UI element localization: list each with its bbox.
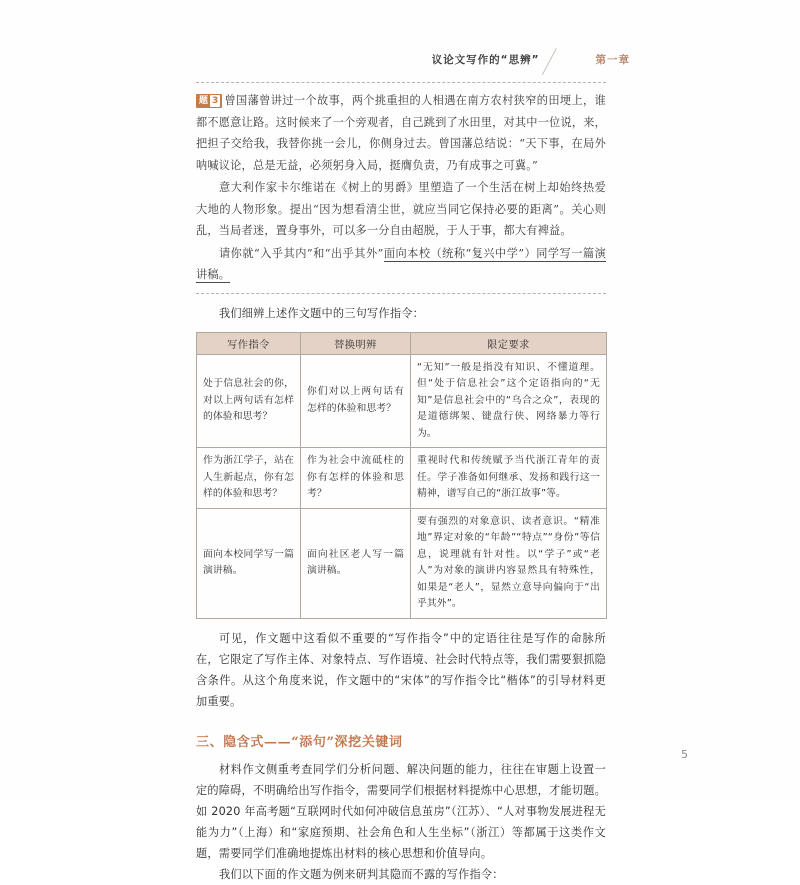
table-row [197, 448, 607, 509]
quote-paragraph-1 [196, 90, 606, 176]
cell-instruction: 作为浙江学子，站在人生新起点，你有怎样的体验和思考？ [197, 448, 301, 509]
prompt-quote-box [196, 82, 606, 294]
content-column [196, 82, 606, 885]
cell-substitution: 面向社区老人写一篇演讲稿。 [301, 508, 411, 618]
running-header-chapter: 第一章 [595, 53, 630, 66]
cell-requirement: 重视时代和传统赋予当代浙江青年的责任。学子准备如何继承、发扬和践行这一精神，谱写自己的“浙江故事”等。 [411, 448, 607, 509]
table-row [197, 354, 607, 448]
quote-paragraph-3-underlined: 面向本校（统称“复兴中学”）同学写一篇演讲稿。 [196, 246, 606, 281]
table-row [197, 508, 607, 618]
quote-paragraph-1-text: 曾国藩曾讲过一个故事，两个挑重担的人相遇在南方农村狭窄的田埂上，谁都不愿意让路。这时候来了一个旁观者，自己跳到了水田里，对其中一位说，来，把担子交给我，我替你挑一会儿，你侧身过去。曾国藩总结说：“天下事，在局外呐喊议论，总是无益，必须躬身入局，挺膺负责，乃有成事之可冀。” [196, 94, 606, 172]
cell-substitution: 作为社会中流砥柱的你有怎样的体验和思考？ [301, 448, 411, 509]
running-header-title: 议论文写作的“思辨” [431, 53, 540, 66]
table-header-instruction: 写作指令 [197, 332, 301, 354]
cell-substitution: 你们对以上两句话有怎样的体验和思考？ [301, 354, 411, 448]
section-paragraph-1: 材料作文侧重考查同学们分析问题、解决问题的能力，往往在审题上设置一定的障碍，不明确给出写作指令，需要同学们根据材料提炼中心思想，才能切题。如 2020 年高考题“互联网时代如何冲破信息茧房”（江苏）、“人对事物发展进程无能为力”（上海）和“家庭预期、社会角色和人生坐标”（浙江）等都属于这类作文题，需要同学们准确地提炼出材料的核心思想和价值导向。 [196, 762, 606, 860]
table-lead-in-text: 我们细辨上述作文题中的三句写作指令： [219, 306, 424, 320]
question-badge-number: 3 [212, 96, 219, 106]
quote-paragraph-3-prefix: 请你就“入乎其内”和“出乎其外” [219, 246, 384, 260]
question-badge [196, 94, 222, 108]
page-number: 5 [681, 748, 688, 761]
table-header-substitution: 替换明辨 [301, 332, 411, 354]
after-table-paragraph: 可见，作文题中这看似不重要的“写作指令”中的定语往往是写作的命脉所在，它限定了写作主体、对象特点、写作语境、社会时代特点等，我们需要狠抓隐含条件。从这个角度来说，作文题中的“宋体”的写作指令比“楷体”的引导材料更加重要。 [196, 631, 606, 708]
table-header-row [197, 332, 607, 354]
cell-requirement: 要有强烈的对象意识、读者意识。“精准地”界定对象的“年龄”“特点”“身份”等信息，说理就有针对性。以“学子”或“老人”为对象的演讲内容显然具有特殊性，如果是“老人”，显然立意导向偏向于“出乎其外”。 [411, 508, 607, 618]
cell-requirement: “无知”一般是指没有知识、不懂道理。但“处于信息社会”这个定语指向的“无知”是信息社会中的“乌合之众”，表现的是道德绑架、键盘行侠、网络暴力等行为。 [411, 354, 607, 448]
running-header [0, 44, 800, 74]
cell-instruction: 面向本校同学写一篇演讲稿。 [197, 508, 301, 618]
quote-paragraph-3 [196, 243, 606, 286]
section-paragraph-2: 我们以下面的作文题为例来研判其隐而不露的写作指令： [219, 867, 504, 881]
writing-instruction-table [196, 332, 607, 619]
section-heading: 三、隐含式——“添句”深挖关键词 [196, 734, 403, 750]
quote-paragraph-2: 意大利作家卡尔维诺在《树上的男爵》里塑造了一个生活在树上却始终热爱大地的人物形象。提出“因为想看清尘世，就应当同它保持必要的距离”。关心则乱，当局者迷，置身事外，可以多一分自由超脱，于人于事，都大有裨益。 [196, 181, 606, 237]
table-header-requirement: 限定要求 [411, 332, 607, 354]
header-slash-divider [550, 46, 592, 72]
question-badge-label: 题 [199, 96, 209, 106]
cell-instruction: 处于信息社会的你，对以上两句话有怎样的体验和思考？ [197, 354, 301, 448]
